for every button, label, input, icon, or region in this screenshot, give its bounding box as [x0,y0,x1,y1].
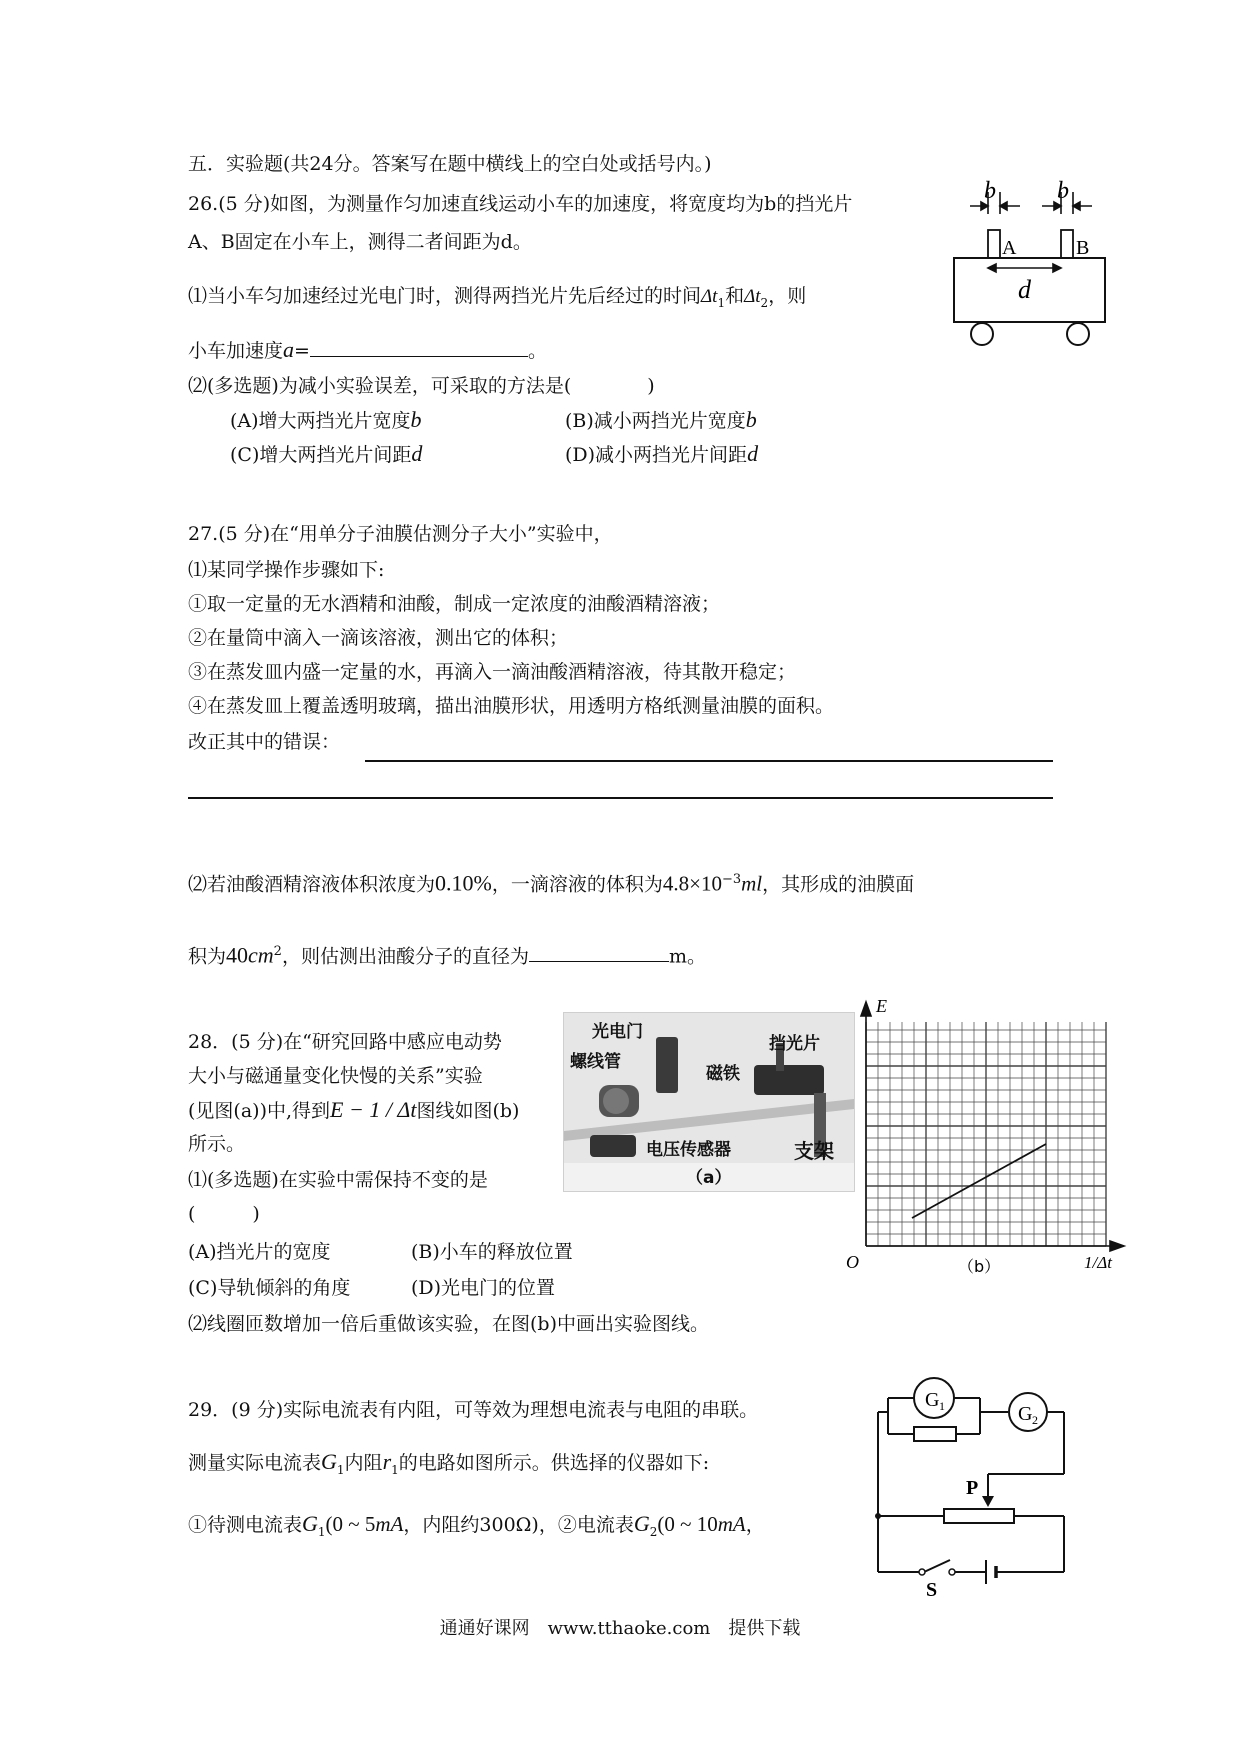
graph-y-label: E [876,996,887,1016]
area-unit: cm [248,942,274,968]
g1-meter: G [302,1511,318,1536]
q26-option-b-text: (B)减小两挡光片宽度 [565,410,746,432]
q26-option-c-text: (C)增大两挡光片间距 [230,444,412,466]
q28-part2: ⑵线圈匝数增加一倍后重做该实验，在图(b)中画出实验图线。 [188,1313,709,1335]
q26-option-a-text: (A)增大两挡光片宽度 [230,410,411,432]
q28-option-d[interactable]: (D)光电门的位置 [411,1277,556,1299]
delta-t1: Δt [701,286,718,307]
volume-exponent: −3 [721,872,742,887]
q27-line1: 27.(5 分)在“用单分子油膜估测分子大小”实验中， [188,523,613,545]
q27-fix-label: 改正其中的错误： [188,731,341,753]
q29-line3 [188,1510,765,1546]
accel-label: 小车加速度 [188,340,284,362]
var-a: a [283,337,295,362]
fig-b1: b [984,178,996,204]
q27-part2-end: ，其形成的油膜面 [762,873,915,896]
sub-2: 2 [760,295,769,310]
q26-part1-text: ⑴当小车匀加速经过光电门时，测得两挡光片先后经过的时间 [188,285,702,307]
footer-source: 通通好课网 www.tthaoke.com 提供下载 [439,1618,801,1639]
q29-line3-mid: ，内阻约300Ω)，②电流表 [403,1514,634,1536]
q29-line1: 29．(9 分)实际电流表有内阻，可等效为理想电流表与电阻的串联。 [188,1399,759,1421]
q26-option-a[interactable] [230,406,422,435]
volume-unit: ml [741,871,763,896]
q26-line1: 26.(5 分)如图，为测量作匀加速直线运动小车的加速度，将宽度均为b的挡光片 [188,193,853,215]
fig-label-b: B [1076,237,1090,259]
graph-b [848,996,1130,1276]
q28-line2: 大小与磁通量变化快慢的关系”实验 [188,1065,483,1087]
width-arrows [970,192,1092,214]
label-photogate: 光电门 [592,1022,643,1042]
label-magnet: 磁铁 [706,1064,740,1084]
graph-line [912,1144,1046,1218]
delta-t2: Δt [744,286,761,307]
q27-diameter-label: ，则估测出油酸分子的直径为 [281,945,529,968]
q28-line5: ⑴(多选题)在实验中需保持不变的是 [188,1169,488,1191]
q27-step4: ④在蒸发皿上覆盖透明玻璃，描出油膜形状，用透明方格纸测量油膜的面积。 [188,695,835,717]
circuit-s: S [926,1579,938,1601]
q27-step1: ①取一定量的无水酒精和油酸，制成一定浓度的油酸酒精溶液； [188,593,721,615]
var-b: b [410,407,422,432]
circuit-g1-sub: 1 [939,1399,945,1413]
label-solenoid: 螺线管 [570,1052,621,1072]
q26-and: 和 [725,285,745,307]
g2-range: (0 ~ 10 [657,1512,718,1536]
circuit-g2-sub: 2 [1032,1413,1038,1427]
circuit-g2: G [1018,1403,1033,1425]
cart-figure [940,172,1120,354]
answer-line-fix-1[interactable] [365,760,1053,762]
q28-option-b[interactable]: (B)小车的释放位置 [411,1241,573,1263]
equals: = [294,340,310,362]
photo-caption: （a） [686,1168,732,1188]
q27-part2-mid: ，一滴溶液的体积为 [491,873,663,896]
var-b: b [745,407,757,432]
q26-line2: A、B固定在小车上，测得二者间距为d。 [188,231,532,253]
answer-line-fix-2[interactable] [188,797,1053,799]
fig-b2: b [1057,178,1069,204]
concentration: 0.10% [435,870,492,896]
q28-option-a[interactable]: (A)挡光片的宽度 [188,1241,331,1263]
q29-line3-end: ， [745,1514,765,1536]
drop-volume: 4.8×10 [662,871,722,896]
label-shutter: 挡光片 [769,1034,820,1054]
q26-option-c[interactable] [230,440,422,469]
q26-option-d-text: (D)减小两挡光片间距 [565,444,748,466]
g1-symbol: G [321,1449,337,1474]
answer-blank-diameter[interactable] [529,941,669,962]
q29-line3-text: ①待测电流表 [188,1514,303,1536]
q28-answer-paren[interactable]: ( ) [188,1203,260,1225]
var-d: d [747,441,759,466]
q29-internal: 内阻 [344,1452,383,1474]
g1-sub: 1 [336,1462,345,1477]
q27-part2 [188,866,914,898]
q26-accel-line [188,336,547,365]
g2-meter: G [633,1511,650,1536]
graph-origin: O [846,1252,859,1272]
q27-part3 [188,938,706,970]
fig-label-a: A [1002,237,1017,259]
fig-d: d [1018,275,1031,304]
r1-sub: 1 [391,1462,399,1477]
g1-meter-sub: 1 [317,1524,326,1539]
e-vs-inverse-dt: E − 1 / Δt [330,1097,417,1122]
g1-range: (0 ~ 5 [325,1512,376,1536]
circuit-diagram [868,1376,1086,1601]
q26-option-d[interactable] [565,440,758,469]
q29-line2 [188,1448,709,1484]
q29-line2-text: 测量实际电流表 [188,1452,322,1474]
q29-line2-end: 的电路如图所示。供选择的仪器如下: [398,1452,710,1474]
graph-x-label: 1/Δt [1084,1253,1112,1272]
q26-part1 [188,282,806,317]
q28-line4: 所示。 [188,1133,246,1155]
label-voltage-sensor: 电压传感器 [646,1140,731,1160]
r1-symbol: r [382,1449,392,1474]
q28-line3-end: 图线如图(b) [416,1100,520,1122]
q27-step3: ③在蒸发皿内盛一定量的水，再滴入一滴油酸酒精溶液，待其散开稳定； [188,661,797,683]
q28-option-c[interactable]: (C)导轨倾斜的角度 [188,1277,351,1299]
q27-area-label: 积为 [188,945,227,968]
q27-unit-m: m。 [668,945,706,968]
answer-blank-accel[interactable] [310,336,528,357]
area-value: 40 [226,942,249,968]
circuit-g1: G [925,1389,940,1411]
g2-meter-sub: 2 [649,1524,658,1539]
var-d: d [411,441,423,466]
label-stand: 支架 [794,1139,834,1163]
q28-line3-text: (见图(a))中,得到 [188,1100,331,1122]
q28-line1: 28．(5 分)在“研究回路中感应电动势 [188,1031,502,1053]
q26-part2: ⑵(多选题)为减小实验误差，可采取的方法是( ) [188,375,655,397]
q27-part2-text: ⑵若油酸酒精溶液体积浓度为 [188,873,436,896]
q27-step2: ②在量筒中滴入一滴该溶液，测出它的体积； [188,627,569,649]
apparatus-photo [563,1012,855,1192]
graph-caption: （b） [958,1257,1001,1276]
unit-ma: mA [375,1512,404,1536]
unit-ma-2: mA [717,1512,746,1536]
section-title: 五．实验题(共24分。答案写在题中横线上的空白处或括号内。) [188,153,712,175]
period: 。 [527,340,547,362]
area-exponent: 2 [273,944,282,959]
q26-then: ，则 [768,285,807,307]
q28-line3 [188,1096,519,1125]
q26-option-b[interactable] [565,406,757,435]
q27-line2: ⑴某同学操作步骤如下: [188,559,385,581]
sub-1: 1 [717,295,726,310]
circuit-p: P [966,1477,979,1499]
